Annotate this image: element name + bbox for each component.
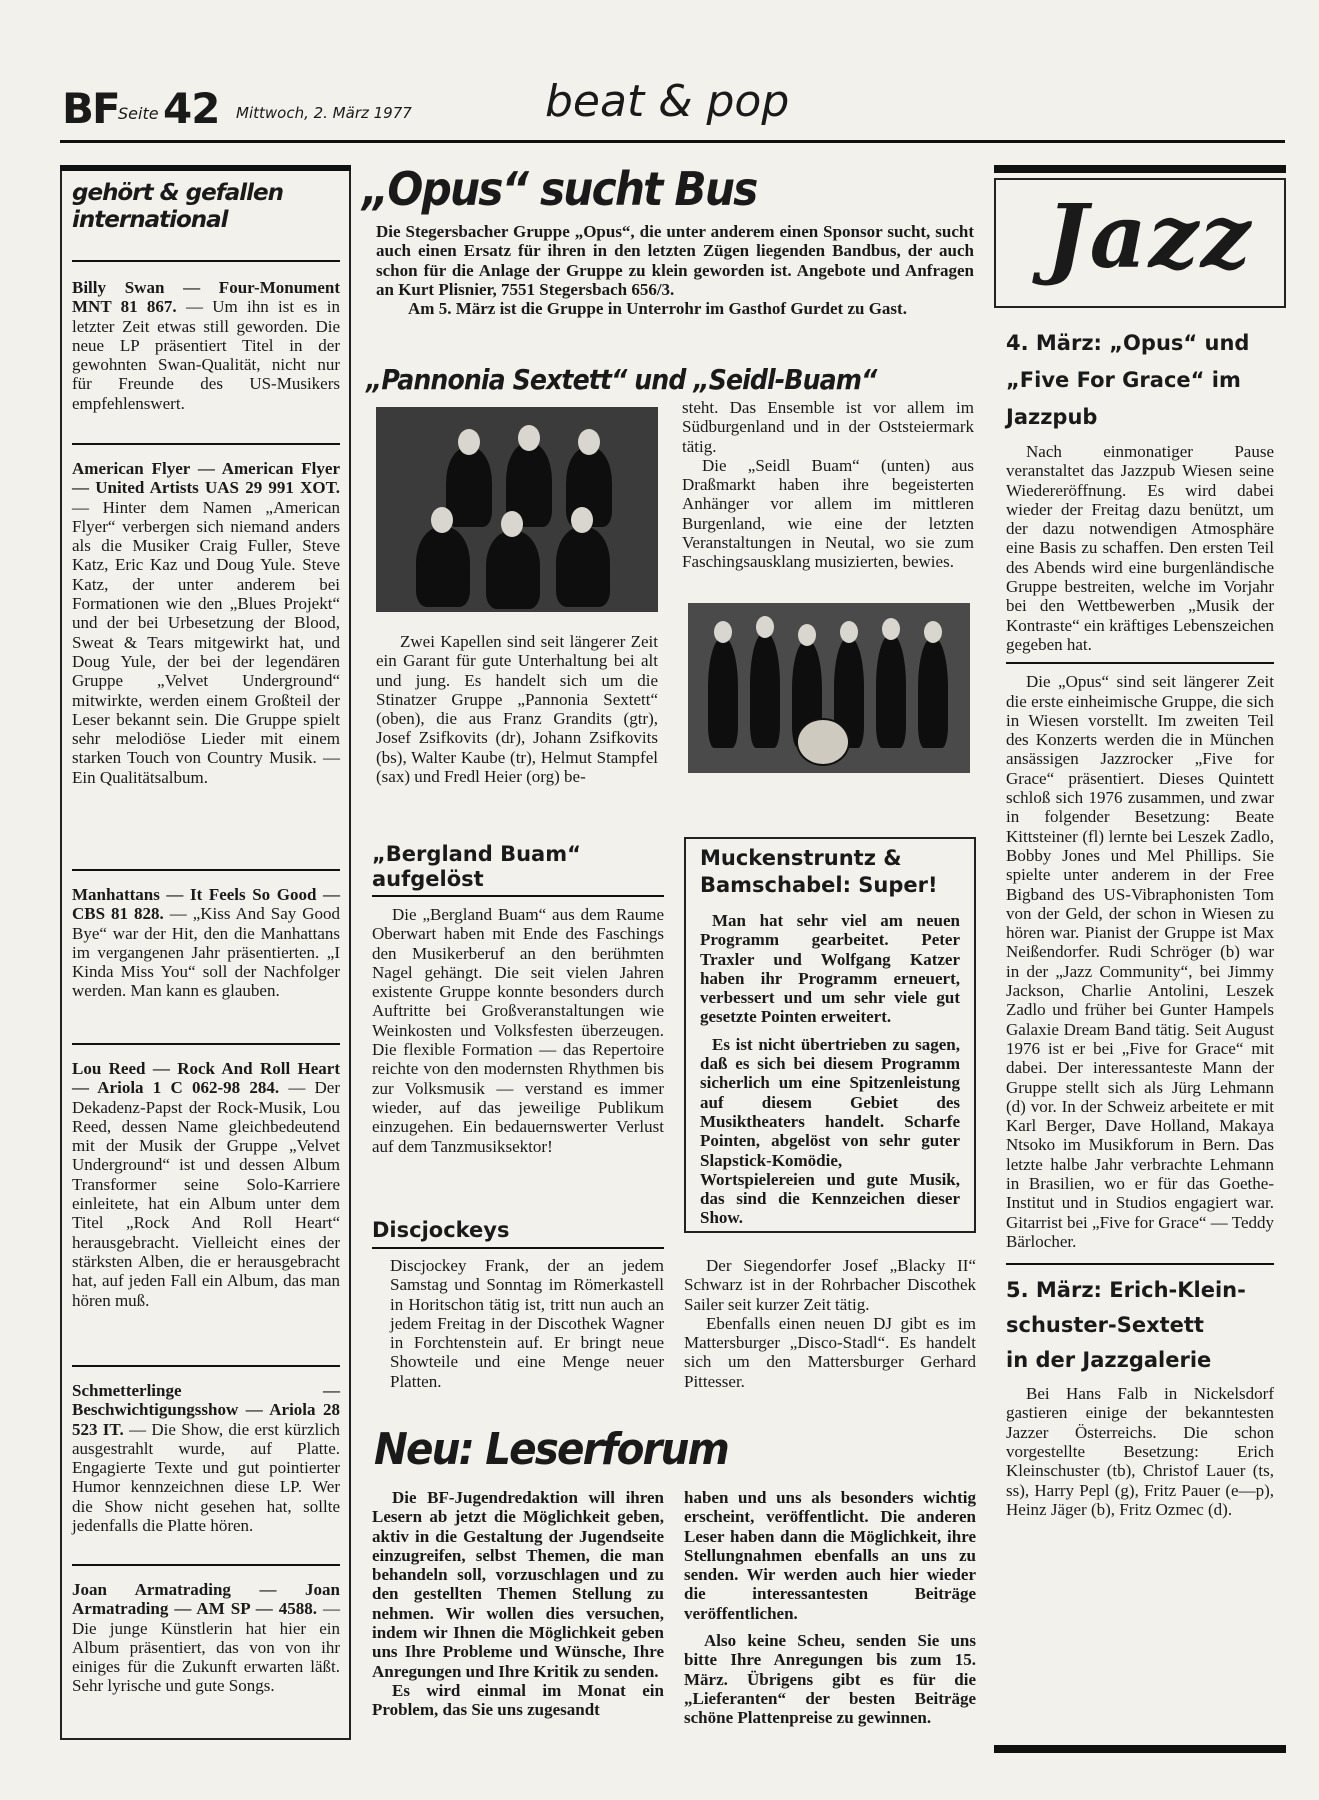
jazz-p2: Die „Opus“ sind seit längerer Zeit die erste einheimische Gruppe, die sich in Wiesen vorstellt. Im zweiten Teil des Konzerts werden die in München ansässigen Jazzrocker „Five for Grace“ präsentiert. Dieses Quintett schloß sich 1976 zusammen, und zwar in folgender Besetzung: Beate Kittsteiner (fl) lernte bei Leszek Zadlo, Bobby Jones und Mel Phillips. Sie spielte unter anderem in der Free Bigband des US-Vibraphonisten Tom von der Geld, der schon in Wiesen zu hören war. Pianist der Gruppe ist Max Neißendorfer. Rudi Schröger (b) war in der „Jazz Community“, bei Jimmy Jackson, Charlie Antolini, Leszek Zadlo und früher bei Gunter Hampels Galaxie Dream Band tätig. Seit August 1976 ist er bei „Five for Grace“ mit dabei. Der interessanteste Mann der Gruppe stellt sich als Jürg Lehmann (d) vor. In der Schweiz arbeitete er mit Karl Berger, Dave Holland, Makaya Ntsoko im Musikforum in Bern. Das letzte halbe Jahr verbrachte Lehmann in Brasilien, wo er für das Goethe-Institut und in Studios engagiert war. Gitarrist bei „Five for Grace“ — Teddy Bärlocher. [1006,672,1274,1251]
disc-right [684,1256,976,1391]
review-title: Schmetterlinge — Beschwichtigungsshow — Ariola 28 523 IT. [72,1381,340,1439]
masthead-page-number: 42 [163,84,220,133]
col1-heading [72,180,342,234]
disc-rule [372,1247,664,1249]
leser-right [684,1488,976,1728]
review-title: Manhattans — It Feels So Good — CBS 81 828. [72,885,340,924]
mucken-headline-1: Muckenstruntz & [700,846,902,870]
divider [72,1564,340,1566]
divider [72,443,340,445]
review-entry [72,459,340,869]
opus-lead [376,222,974,318]
col1-heading-line2: international [72,207,228,233]
review-text: — Hinter dem Namen „American Flyer“ verbergen sich niemand anders als die Musiker Craig Fuller, Steve Katz, Eric Kaz und Doug Yule. Steve Katz, der unter anderem bei Formationen wie den „Blues Projekt“ und der bei Urbesetzung der Blood, Sweat & Tears mitgewirkt hat, und Doug Yule, der bei der legendären Gruppe „Velvet Underground“ mitwirkte, werden einem Großteil der Leser bekannt sein. Die Gruppe spielt sehr melodiöse Lieder mit einem starken Touch von Country Musik. — Ein Qualitätsalbum. [72,497,340,787]
jazz-h2-3: in der Jazzgalerie [1006,1348,1212,1373]
review-entry [72,885,340,1043]
masthead-page-label: Seite [118,104,159,123]
jazz-h1-1: 4. März: „Opus“ und [1006,331,1250,355]
masthead-section: beat & pop [545,76,790,127]
pannonia-headline: „Pannonia Sextett“ und „Seidl-Buam“ [366,363,877,396]
pannonia-photo [376,407,658,612]
jazz-p1: Nach einmonatiger Pause veranstaltet das Jazzpub Wiesen seine Wiedereröffnung. Es wird dabei wieder der Freitag dazu benützt, um der dazu notwendigen Atmosphäre eine Basis zu schaffen. Den ersten Teil des Abends wird eine burgenländische Gruppe bestreiten, welche im Vorjahr bei den Wettbewerben „Musik der Kontraste“ ein kräftiges Lebenszeichen gegeben hat. [1006,442,1274,654]
leser-left-2: Es wird einmal im Monat ein Problem, das Sie uns zugesandt [372,1680,664,1720]
divider [72,1365,340,1367]
seidl-paragraph: Die „Seidl Buam“ (unten) aus Draßmarkt haben ihre begeisterten Anhänger vor allem im mittleren Burgenland, wie eine der letzten Veranstaltungen in Neutal, wo sie zum Faschingsausklang musizierten, bewies. [682,455,974,572]
divider [72,1043,340,1045]
mucken-p1: Man hat sehr viel am neuen Programm gearbeitet. Peter Traxler und Wolfgang Katzer haben ihr Programm erneuert, verbessert und um sehr viele gut gesetzte Pointen erweitert. [700,911,960,1027]
jazz-h2-2: schuster-Sextett [1006,1313,1204,1338]
masthead [60,76,1282,140]
review-text: — „Kiss And Say Good Bye“ war der Hit, den die Manhattans im vergangenen Jahr präsentierten. „I Kinda Miss You“ soll der Nachfolger werden. Man kann es glauben. [72,904,340,1001]
bergland-rule [372,895,664,897]
seidl-photo [688,603,970,773]
jazz-h2-1: 5. März: Erich-Klein- [1006,1278,1246,1303]
seidl-text [682,456,974,572]
jazz-h1-2: „Five For Grace“ im [1006,368,1241,392]
review-title: Lou Reed — Rock And Roll Heart — Ariola 1 C 062-98 284. [72,1059,340,1098]
jazz-top-rule [994,165,1286,173]
disc-headline: Discjockeys [372,1218,510,1242]
masthead-date: Mittwoch, 2. März 1977 [236,104,412,122]
col1-entries [72,278,340,1710]
divider [72,869,340,871]
review-entry [72,1059,340,1365]
jazz-h1-3: Jazzpub [1006,405,1098,429]
review-entry [72,1580,340,1710]
leser-left-1: Die BF-Jugendredaktion will ihren Lesern ab jetzt die Möglichkeit geben, aktiv in die Gestaltung der Jugendseite einzugreifen, selbst Themen, die man behandeln soll, vorzuschlagen und zu den gestellten Themen Stellung zu nehmen. Wir wollen dies versuchen, indem wir Ihnen die Möglichkeit geben uns Ihre Probleme und Wünsche, Ihre Anregungen und Ihre Kritik zu senden. [372,1488,664,1681]
jazz-logo-box [994,178,1286,308]
pannonia-continuation: steht. Das Ensemble ist vor allem im Südburgenland und in der Oststeiermark tätig. [682,398,974,456]
jazz-body [1006,325,1274,1519]
jazz-p3: Bei Hans Falb in Nickelsdorf gastieren einige der bekanntesten Jazzer Österreichs. Die schon vorgestellte Besetzung: Erich Kleinschuster (tb), Christof Lauer (ts, ss), Harry Pepl (g), Fritz Pauer (e—p), Heinz Jäger (b), Fritz Ozmec (d). [1006,1384,1274,1519]
opus-lead-text-2: Am 5. März ist die Gruppe in Unterrohr im Gasthof Gurdet zu Gast. [408,299,907,319]
mucken-headline-2: Bamschabel: Super! [700,873,938,897]
jazz-logo: Jazz [1046,184,1253,288]
mucken-p2: Es ist nicht übertrieben zu sagen, daß es sich bei diesem Programm sicherlich um eine Spitzenleistung auf diesem Gebiet des Musiktheaters handelt. Scharfe Pointen, abgelöst von sehr guter Slapstick-Komödie, Wortspielereien und gute Musik, das sind die Kennzeichen dieser Show. [700,1034,960,1228]
col1-heading-line1: gehört & gefallen [72,180,283,206]
leser-right-1: haben und uns als besonders wichtig erscheint, veröffentlicht. Die anderen Leser haben dann die Möglichkeit, ihre Stellungnahmen ebenfalls an uns zu senden. Wir werden auch hier wieder die interessantesten Beiträge veröffentlichen. [684,1488,976,1623]
bergland-headline-2: aufgelöst [372,867,484,891]
pannonia-paragraph: Zwei Kapellen sind seit längerer Zeit ein Garant für gute Unterhaltung bei alt und jung. Es handelt sich um die Stinatzer Gruppe „Pannonia Sextett“ (oben), die aus Franz Grandits (gtr), Josef Zsifkovits (dr), Johann Zsifkovits (bs), Walter Kaube (tr), Helmut Stampfel (sax) und Fredl Heier (org) be- [376,632,658,787]
masthead-logo: BF [62,84,119,133]
pannonia-left-text [376,632,658,786]
leser-right-2: Also keine Scheu, senden Sie uns bitte Ihre Anregungen bis zum 15. März. Übrigens gibt es für die „Lieferanten“ der besten Beiträge schöne Plattenpreise zu gewinnen. [684,1631,976,1728]
review-text: — Die Show, die erst kürzlich ausgestrahlt wurde, auf Platte. Engagierte Texte und gut pointierter Humor kennzeichnen diese LP. Wer die Show nicht gesehen hat, sollte jedenfalls die Platte hören. [72,1419,341,1536]
review-text: — Die junge Künstlerin hat hier ein Album präsentiert, das von von ihr einiges für die Zukunft erwarten läßt. Sehr lyrische und gute Songs. [72,1599,341,1696]
masthead-rule [60,140,1285,143]
mucken-box [684,837,976,1233]
col1-top-bar [60,165,351,171]
bergland-text: Die „Bergland Buam“ aus dem Raume Oberwart haben mit Ende des Faschings den Musikerberuf an den berühmten Nagel gehängt. Die seit vielen Jahren existente Gruppe konnte besonders durch Auftritte bei Großveranstaltungen wie Weinkosten und Volksfesten überzeugen. Die flexible Formation — das Repertoire reichte von den modernsten Rhythmen bis zur Volksmusik — verstand es immer wieder, auf das jeweilige Publikum einzugehen. Ein bedauernswerter Verlust auf dem Tanzmusiksektor! [372,905,664,1156]
disc-right-text-1: Der Siegendorfer Josef „Blacky II“ Schwarz ist in der Rohrbacher Discothek Sailer seit kurzer Zeit tätig. [684,1256,976,1314]
pannonia-right-text [682,398,974,572]
bergland-headline-1: „Bergland Buam“ [372,842,581,866]
leser-left [372,1488,664,1720]
review-title: Joan Armatrading — Joan Armatrading — AM SP — 4588. [72,1580,340,1619]
jazz-bottom-rule [994,1745,1286,1753]
review-text: — Um ihn ist es in letzter Zeit etwas still geworden. Die neue LP präsentiert Titel in der gewohnten Swan-Qualität, nicht nur für Freunde des US-Musikers empfehlenswert. [72,297,341,413]
opus-lead-text: Die Stegersbacher Gruppe „Opus“, die unter anderem einen Sponsor sucht, sucht auch einen Ersatz für ihren in den letzten Zügen liegenden Bandbus, der auch schon für die Anlage der Gruppe zu klein geworden ist. Angebote und Anfragen an Kurt Plisnier, 7551 Stegersbach 656/3. [376,222,974,299]
leser-headline: Neu: Leserforum [374,1424,728,1475]
review-entry [72,1381,340,1564]
jazz-divider-1 [1006,662,1274,664]
disc-left-text: Discjockey Frank, der an jedem Samstag und Sonntag im Römerkastell in Horitschon tätig ist, tritt nun auch an jedem Freitag in der Discothek Wagner in Forchtenstein auf. Er bringt neue Showteile und eine Menge neuer Platten. [390,1256,664,1391]
opus-headline: „Opus“ sucht Bus [362,162,757,216]
disc-right-text-2: Ebenfalls einen neuen DJ gibt es im Mattersburger „Disco-Stadl“. Es handelt sich um den Mattersburger Gerhard Pittesser. [684,1313,976,1391]
col1-heading-rule [72,260,340,262]
disc-left [390,1256,664,1391]
review-title: American Flyer — American Flyer — United Artists UAS 29 991 XOT. [72,459,340,498]
review-text: — Der Dekadenz-Papst der Rock-Musik, Lou Reed, dessen Name gleichbedeutend mit der Musik der Gruppe „Velvet Underground“ ist und dessen Album Transformer seine Solo-Karriere einleitete, hat ein Album unter dem Titel „Rock And Roll Heart“ herausgebracht. Vielleicht eines der stärksten Alben, die er herausgebracht hat, auf jeden Fall ein Album, das man hören muß. [72,1078,341,1310]
review-entry [72,278,340,443]
review-title: Billy Swan — Four-Monument MNT 81 867. [72,278,340,317]
bergland-block [372,842,664,1156]
jazz-divider-2 [1006,1263,1274,1265]
